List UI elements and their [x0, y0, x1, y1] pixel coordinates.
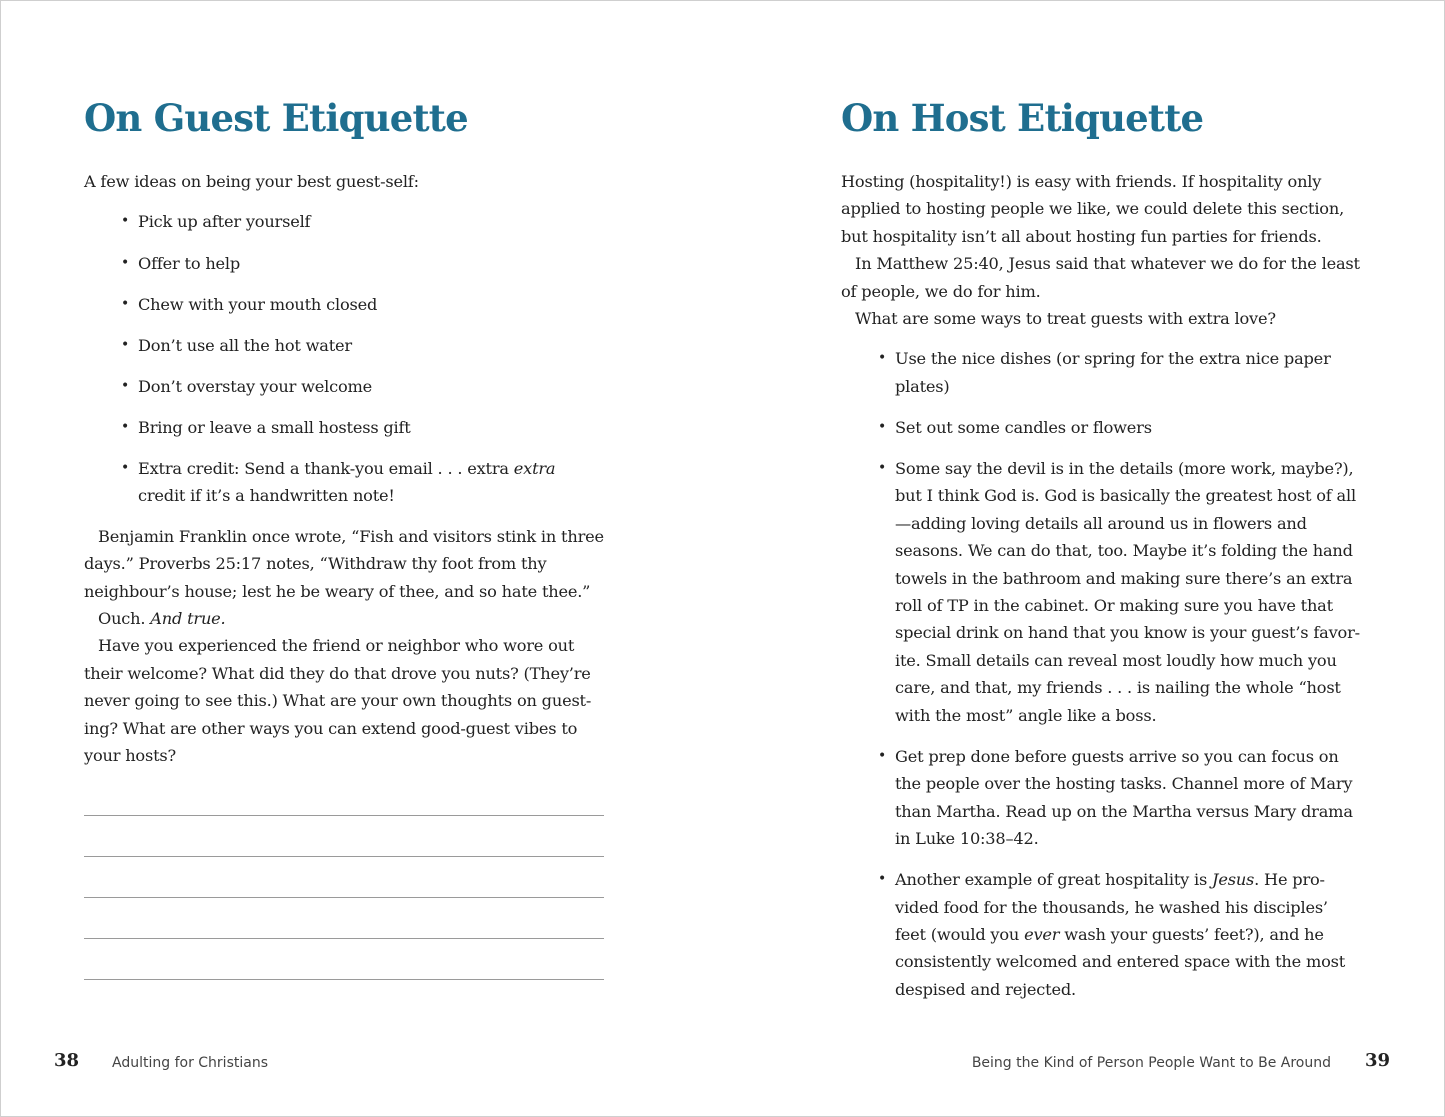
- left-running-head: Adulting for Christians: [112, 1055, 268, 1071]
- left-page-title: On Guest Etiquette: [84, 96, 468, 140]
- writing-line: [84, 979, 604, 980]
- bullet-icon: •: [878, 350, 887, 367]
- franklin-paragraph: Benjamin Franklin once wrote, “Fish and visitors stink in three days.” Proverbs 25:17 notes, “Withdraw thy foot from thy neighbour’s house; lest he be weary of thee, and so hate thee.”: [84, 526, 604, 601]
- right-running-head: Being the Kind of Person People Want to Be Around: [971, 1055, 1331, 1071]
- matthew-paragraph: In Matthew 25:40, Jesus said that whatever we do for the least of people, we do for him.: [841, 254, 1360, 301]
- list-item: • Pick up after yourself: [84, 208, 604, 235]
- right-body: [841, 168, 1361, 1016]
- bullet-icon: •: [121, 213, 130, 230]
- left-page: [84, 0, 604, 1117]
- bullet-icon: •: [121, 295, 130, 312]
- list-item: • Bring or leave a small hostess gift: [84, 414, 604, 441]
- list-item: • Offer to help: [84, 250, 604, 277]
- bullet-icon: •: [121, 336, 130, 353]
- host-bullet-list: [841, 345, 1361, 1003]
- list-item: • Another example of great hospitality is Jesus. He pro-vided food for the thousands, he washed his disciples’ feet (would you ever wash your guests’ feet?), and he consistently welcomed and entered space with the most despised and rejected.: [841, 866, 1361, 1003]
- right-page: [841, 0, 1361, 1117]
- hosting-paragraph: Hosting (hospitality!) is easy with friends. If hospitality only applied to hosting people we like, we could delete this section, but hospitality isn’t all about hosting fun parties for friends.: [841, 172, 1345, 246]
- writing-line: [84, 856, 604, 857]
- bullet-icon: •: [878, 871, 887, 888]
- writing-lines: [84, 815, 604, 1020]
- bullet-icon: •: [121, 418, 130, 435]
- bullet-icon: •: [878, 460, 887, 477]
- list-item: • Get prep done before guests arrive so you can focus on the people over the hosting tasks. Channel more of Mary than Martha. Read up on the Martha versus Mary drama in Luke 10:38–42.: [841, 743, 1361, 853]
- bullet-icon: •: [121, 377, 130, 394]
- writing-line: [84, 897, 604, 898]
- list-item: • Some say the devil is in the details (more work, maybe?), but I think God is. God is basically the greatest host of all—adding loving details all around us in flowers and seasons. We can do that, too. Maybe it’s folding the hand towels in the bathroom and making sure there’s an extra roll of TP in the cabinet. Or making sure you have that special drink on hand that you know is your guest’s favor-ite. Small details can reveal most loudly how much you care, and that, my friends . . . is nailing the whole “host with the most” angle like a boss.: [841, 455, 1361, 729]
- bullet-icon: •: [878, 418, 887, 435]
- list-item: • Don’t use all the hot water: [84, 332, 604, 359]
- bullet-icon: •: [878, 747, 887, 764]
- ways-paragraph: What are some ways to treat guests with extra love?: [855, 309, 1276, 329]
- left-body: [84, 168, 604, 769]
- list-item: • Use the nice dishes (or spring for the extra nice paper plates): [841, 345, 1361, 400]
- right-page-title: On Host Etiquette: [841, 96, 1204, 140]
- writing-line: [84, 938, 604, 939]
- list-item: • Don’t overstay your welcome: [84, 373, 604, 400]
- questions-paragraph: Have you experienced the friend or neighbor who wore out their welcome? What did they do that drove you nuts? (They’re never going to see this.) What are your own thoughts on guest-ing? What are other ways you can extend good-guest vibes to your hosts?: [84, 636, 592, 766]
- intro-text: A few ideas on being your best guest-self:: [84, 172, 419, 191]
- list-item: • Set out some candles or flowers: [841, 414, 1361, 441]
- ouch-paragraph: Ouch. And true.: [98, 609, 226, 628]
- bullet-icon: •: [121, 459, 130, 476]
- right-page-number: 39: [1364, 1050, 1390, 1071]
- list-item: • Extra credit: Send a thank-you email . . . extra extra credit if it’s a handwritten note!: [84, 455, 604, 510]
- guest-bullet-list: [84, 208, 604, 509]
- bullet-icon: •: [121, 254, 130, 271]
- left-page-number: 38: [54, 1050, 80, 1071]
- writing-line: [84, 815, 604, 816]
- list-item: • Chew with your mouth closed: [84, 291, 604, 318]
